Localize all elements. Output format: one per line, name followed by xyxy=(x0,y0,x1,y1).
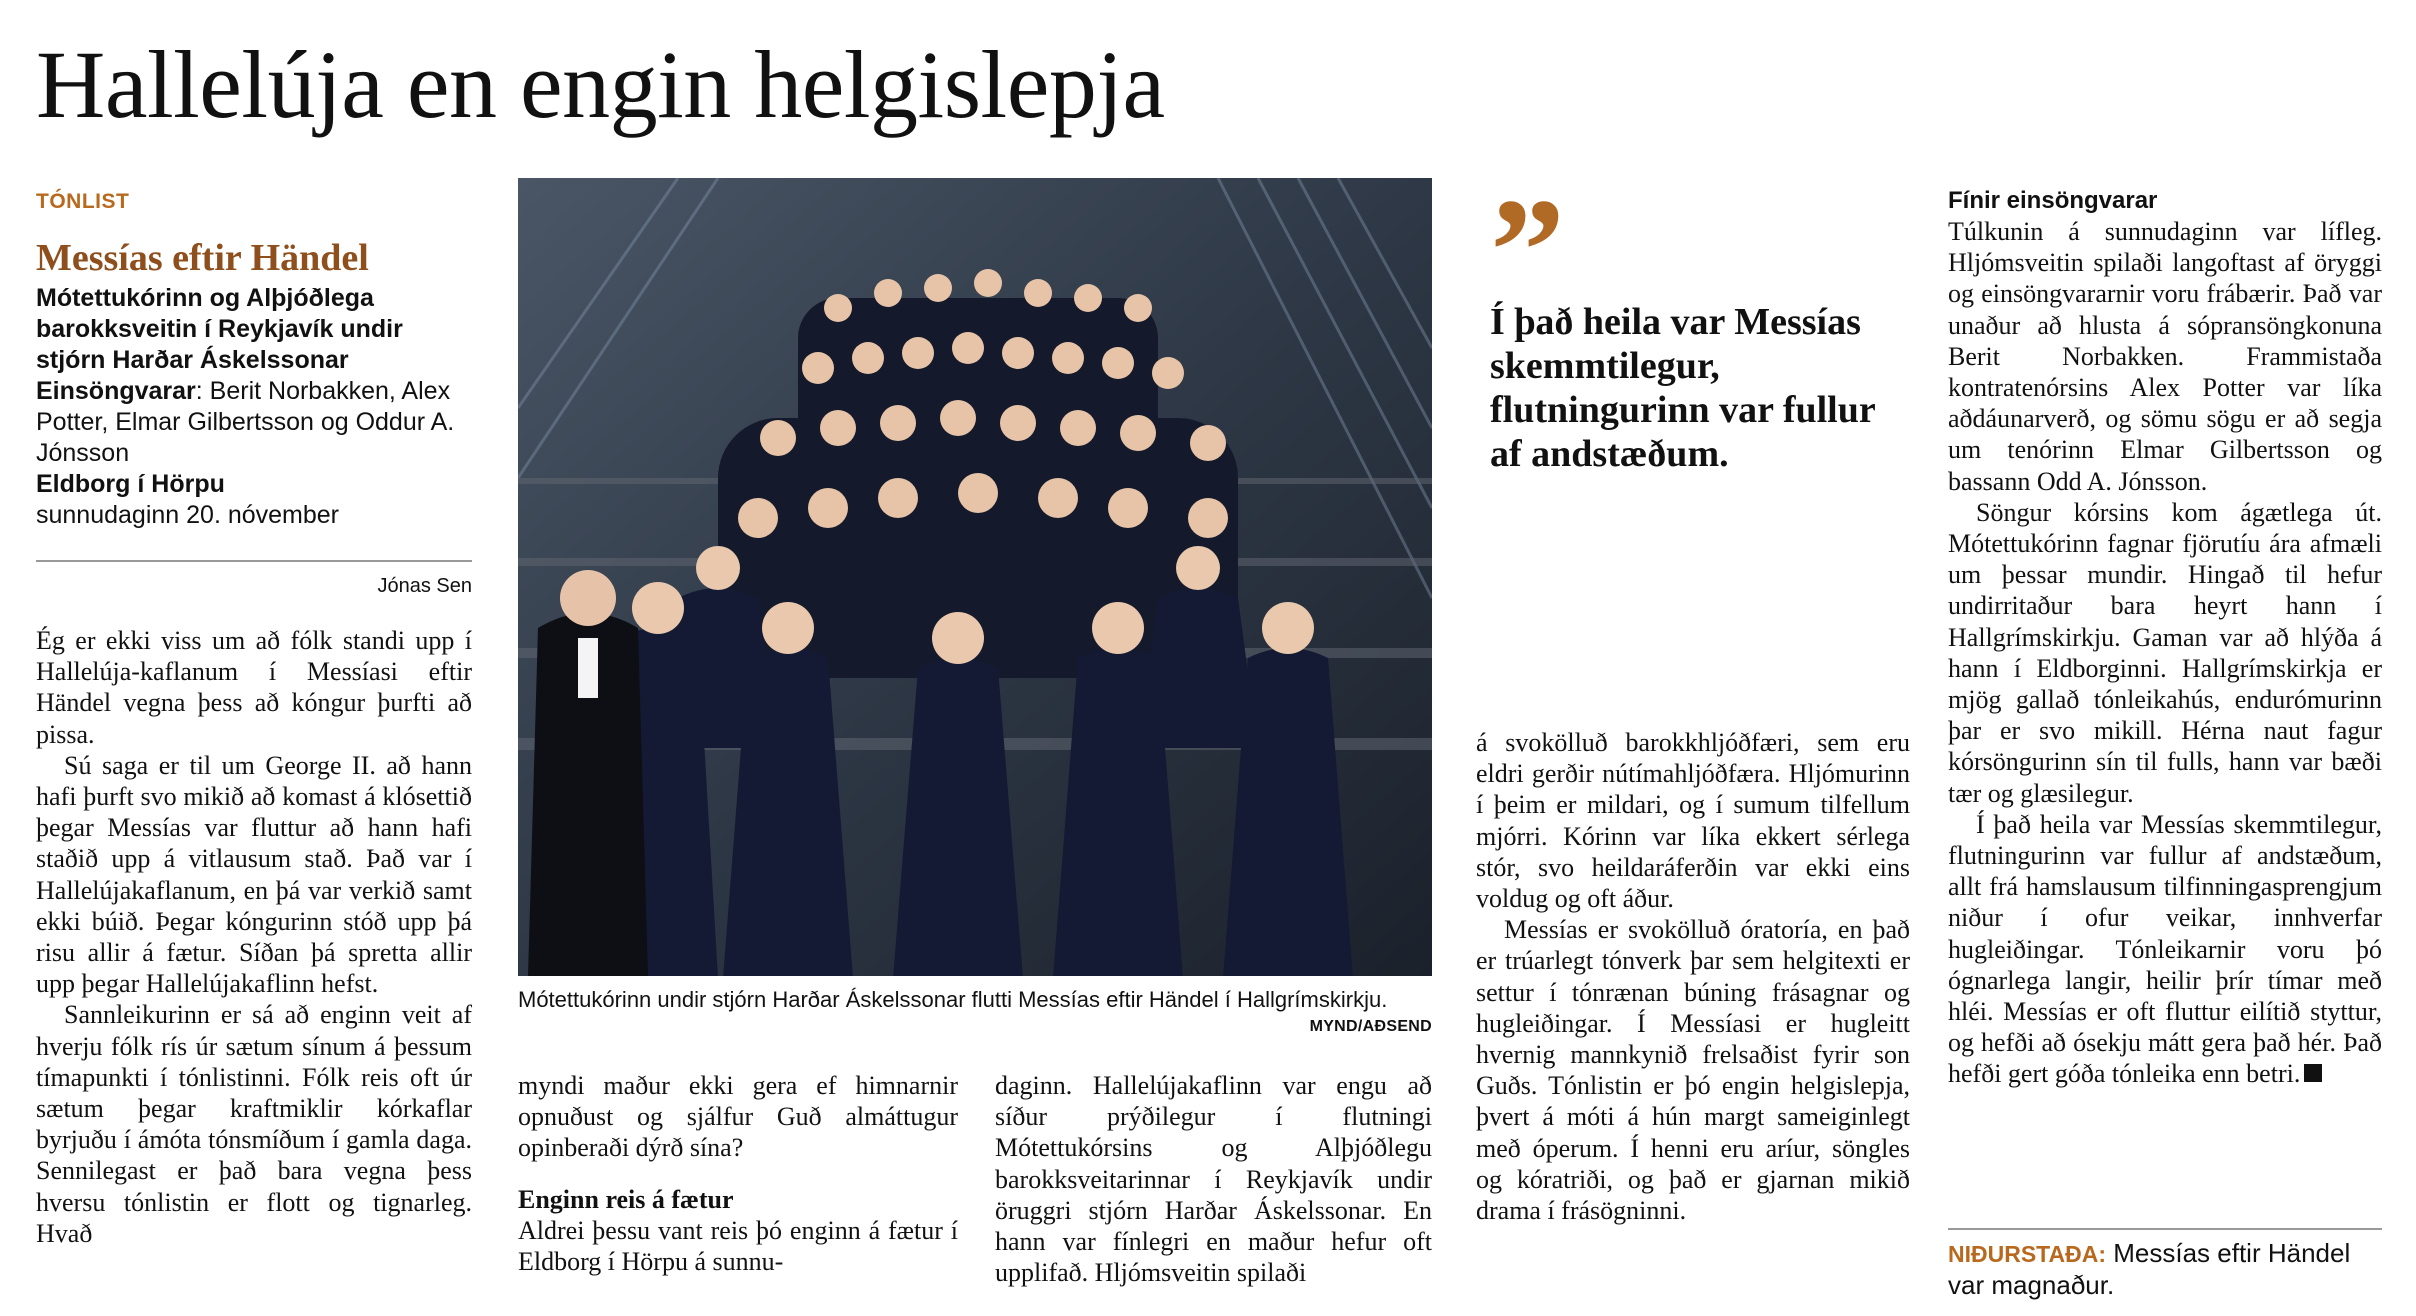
choir-photo xyxy=(518,178,1432,976)
article-column-3 xyxy=(995,1070,1432,1288)
paragraph xyxy=(1948,809,2382,1090)
photo-caption: Mótettukórinn undir stjórn Harðar Áskelssonar flutti Messías eftir Händel í Hallgrímskirkju. xyxy=(518,987,1388,1012)
author-byline: Jónas Sen xyxy=(377,575,472,597)
soloists-label: Einsöngvarar xyxy=(36,377,196,405)
paragraph: á svokölluð barokkhljóðfæri, sem eru eldri gerðir nútímahljóðfæra. Hljómurinn í þeim er mildari, og í sumum tilfellum mjórri. Kórinn var líka ekkert sérlega stór, svo heildaráferðin var ekki eins voldug og oft áður. xyxy=(1476,728,1910,914)
info-divider xyxy=(36,560,472,562)
paragraph: Messías er svokölluð óratoría, en það er trúarlegt tónverk þar sem helgitexti er settur í tónrænan búning frásagnar og hugleiðingar. Í Messíasi er hugleitt hvernig mannkynið frelsaðist fyrir son Guðs. Tónlistin er þó engin helgislepja, þvert á móti á hún margt sameiginlegt með óperum. Í henni eru aríur, söngles og kóratriði, og það er gjarnan mikið drama í frásögninni. xyxy=(1476,915,1910,1226)
photo-credit: MYND/AÐSEND xyxy=(1309,1018,1432,1035)
paragraph: Ég er ekki viss um að fólk standi upp í Hallelúja-kaflanum í Messíasi eftir Händel vegna þess að kóngur þurfti að pissa. xyxy=(36,626,472,749)
verdict-text: Messías eftir Händel var magnaður. xyxy=(1948,1238,2351,1300)
verdict xyxy=(1948,1238,2382,1301)
article-column-2 xyxy=(518,1070,958,1277)
choir-photo-illustration xyxy=(518,178,1432,976)
verdict-label: NIÐURSTAÐA: xyxy=(1948,1241,2107,1267)
article-column-1 xyxy=(36,625,472,1249)
subheading: Fínir einsöngvarar xyxy=(1948,187,2158,214)
review-info xyxy=(36,283,476,531)
section-kicker: TÓNLIST xyxy=(36,190,130,213)
venue: Eldborg í Hörpu xyxy=(36,470,225,498)
end-mark-icon xyxy=(2304,1064,2322,1082)
paragraph: Sannleikurinn er sá að enginn veit af hverju fólk rís úr sætum sínum á þessum tímapunkti í tónlistinni. Fólk reis oft úr sætum þegar kraftmiklir kórkaflar byrjuðu í ámóta tónsmíðum í gamla daga. Sennilegast er það bara vegna þess hversu tónlistin er flott og tignarleg. Hvað xyxy=(36,1000,472,1248)
concert-date: sunnudaginn 20. nóvember xyxy=(36,501,340,529)
article-column-4 xyxy=(1476,727,1910,1226)
paragraph: daginn. Hallelújakaflinn var engu að síður prýðilegur í flutningi Mótettukórsins og Alþjóðlegu barokksveitarinnar í Reykjavík undir öruggri stjórn Harðar Áskelssonar. En hann var fínlegri en maður hefur oft upplifað. Hljómsveitin spilaði xyxy=(995,1071,1432,1288)
performers: Mótettukórinn og Alþjóðlega barokksveitin í Reykjavík undir stjórn Harðar Áskelssonar xyxy=(36,284,403,374)
article-column-5 xyxy=(1948,185,2382,1090)
headline: Hallelúja en engin helgislepja xyxy=(36,31,1165,138)
paragraph: Aldrei þessu vant reis þó enginn á fætur í Eldborg í Hörpu á sunnu- xyxy=(518,1215,958,1276)
review-title: Messías eftir Händel xyxy=(36,237,369,279)
final-paragraph-text: Í það heila var Messías skemmtilegur, flutningurinn var fullur af andstæðum, allt frá hamslausum tilfinningasprengjum niður í ofur veikar, innhverfar hugleiðingar. Tónleikarnir voru þó ógnarlega langir, heilir þrír tímar með hléi. Messías er oft fluttur eilítið styttur, og hefði að ósekju mátt gera það hér. Það hefði gert góða tónleika enn betri. xyxy=(1948,809,2382,1089)
subheading: Enginn reis á fætur xyxy=(518,1184,734,1214)
paragraph: Túlkunin á sunnudaginn var lífleg. Hljómsveitin spilaði langoftast af öryggi og einsöngvararnir voru frábærir. Það var unaður að hlusta á sópransöngkonuna Berit Norbakken. Frammistaða kontratenórsins Alex Potter var líka aðdáunarverð, og sömu sögu er að segja um tenórinn Elmar Gilbertsson og bassann Odd A. Jónsson. xyxy=(1948,217,2382,496)
paragraph: Sú saga er til um George II. að hann hafi þurft svo mikið að komast á klósettið þegar Messías var fluttur að hann hafi staðið upp á vitlausum stað. Það var í Hallelújakaflanum, en þá var verkið samt ekki búið. Þegar kóngurinn stóð upp þá risu allir á fætur. Síðan þá spretta allir upp þegar Hallelújakaflinn hefst. xyxy=(36,750,472,999)
quote-mark-icon: ” xyxy=(1490,168,1565,334)
pull-quote: Í það heila var Messías skemmtilegur, flutningurinn var fullur af andstæðum. xyxy=(1490,301,1876,475)
paragraph: Söngur kórsins kom ágætlega út. Mótettukórinn fagnar fjörutíu ára afmæli um þessar mundir. Hingað til hefur undirritaður bara heyrt hann í Hallgrímskirkju. Gaman var að hlýða á hann í Eldborginni. Hallgrímskirkja er mjög gallað tónleikahús, endurómurinn þar er svo mikill. Hérna naut fagur kórsöngurinn sín til fulls, hann var bæði tær og glæsilegur. xyxy=(1948,497,2382,808)
paragraph: myndi maður ekki gera ef himnarnir opnuðust og sjálfur Guð almáttugur opinberaði dýrð sína? xyxy=(518,1071,958,1163)
verdict-divider xyxy=(1948,1228,2382,1230)
soloists: : Berit Norbakken, Alex Potter, Elmar Gilbertsson og Oddur A. Jónsson xyxy=(36,377,455,467)
